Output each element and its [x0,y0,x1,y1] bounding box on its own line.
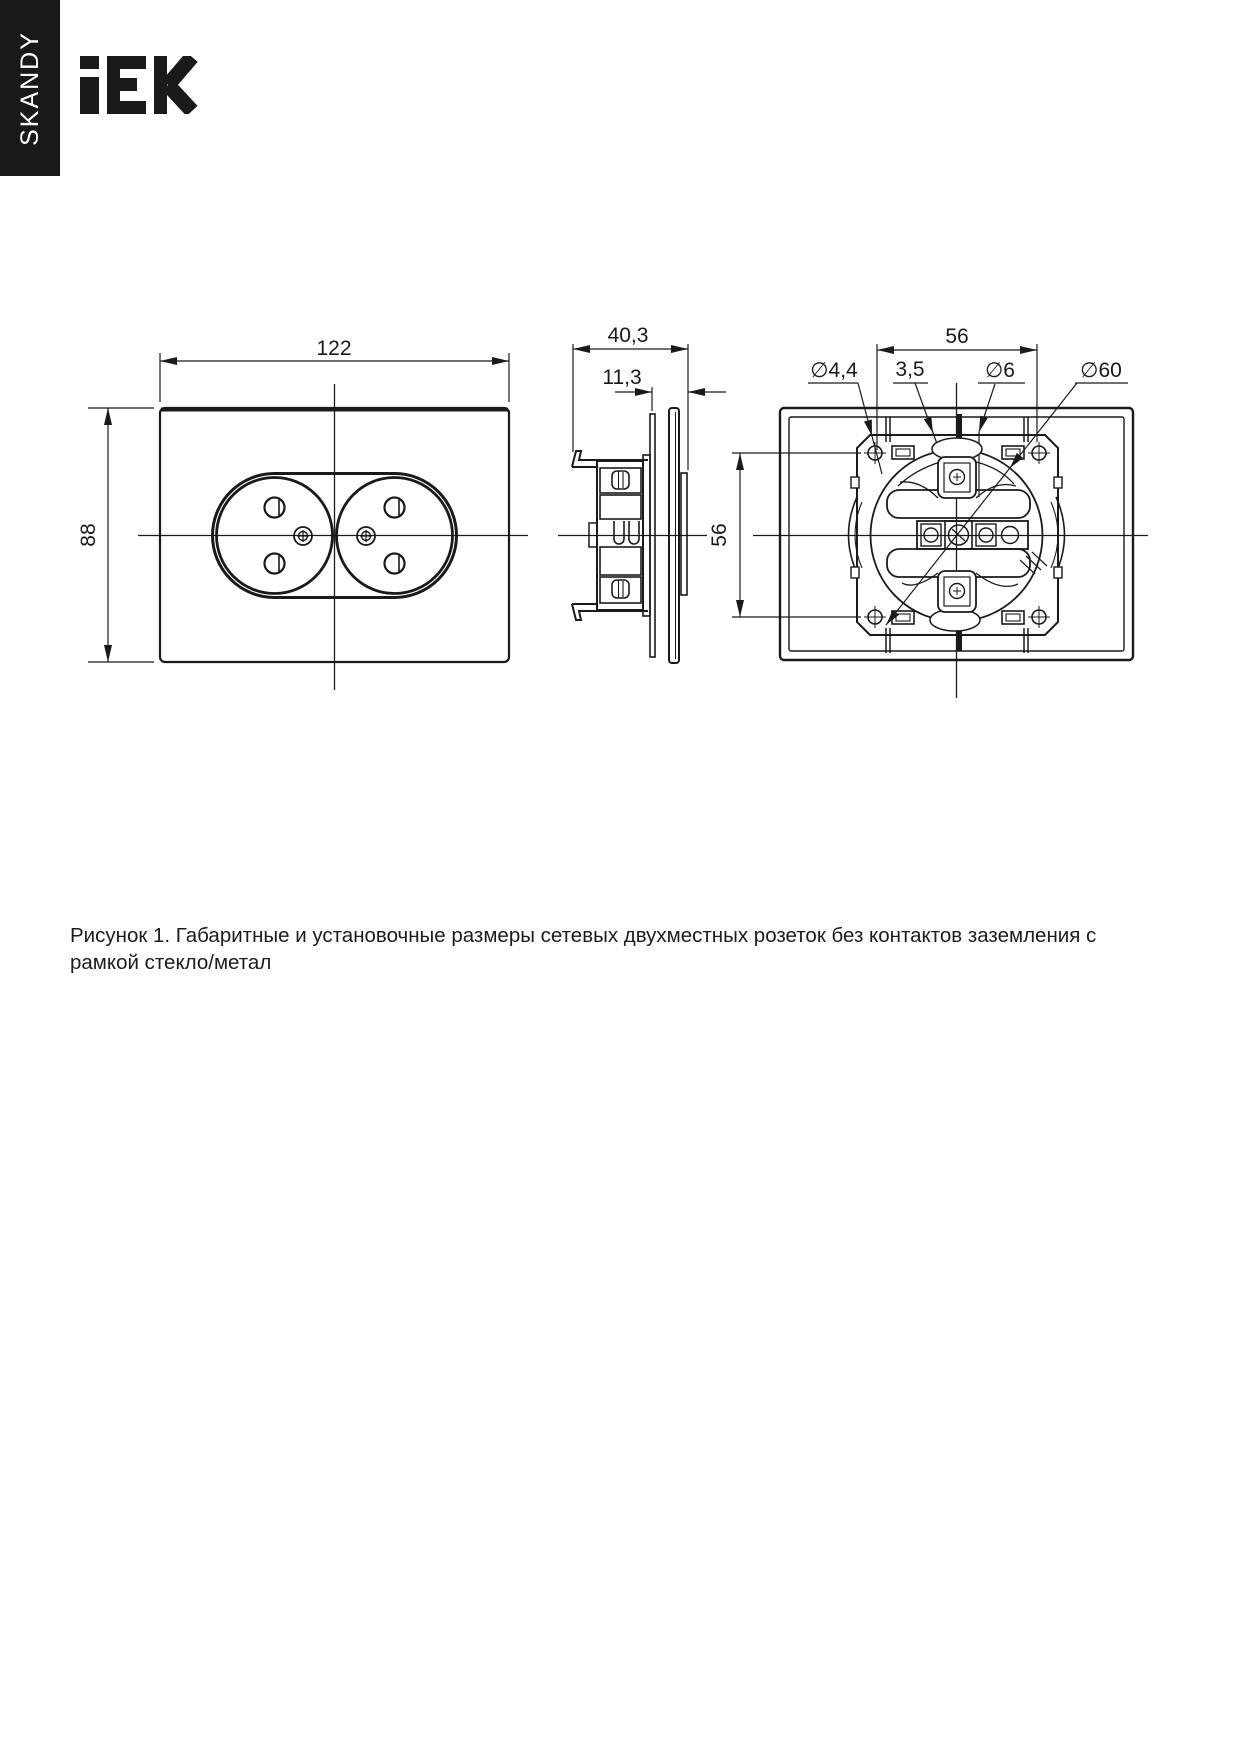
dim-side-front-depth: 11,3 [602,366,642,389]
side-plate [650,408,687,663]
caption-line-2: рамкой стекло/метал [70,951,272,974]
dim-front-width: 122 [316,337,352,360]
arrowhead [1010,453,1023,468]
dim-rear-hole-spacing-v: 56 [708,523,731,547]
arrowhead [688,388,705,396]
series-label: SKANDY [15,30,44,146]
arrowhead [573,345,590,353]
arrowhead [104,408,112,425]
arrowhead [635,388,652,396]
arrowhead [1020,346,1037,354]
arrowhead [877,346,894,354]
arrowhead [736,600,744,617]
arrowhead [864,420,872,437]
dim-front-height: 88 [77,523,100,547]
side-view [558,324,726,663]
caption-line-1: Рисунок 1. Габаритные и установочные размеры сетевых двухместных розеток без контактов заземления с [70,924,1097,947]
dim-rear-hole-spacing-h: 56 [945,325,969,348]
dim-cable-hole-dia: ∅6 [985,359,1015,382]
arrowhead [160,357,177,365]
dim-claw-size: 3,5 [895,358,925,381]
arrowhead [104,645,112,662]
arrowhead [979,416,988,432]
figure-caption [70,922,1190,976]
arrowhead [492,357,509,365]
rear-view [708,325,1148,698]
arrowhead [671,345,688,353]
rear-mechanism [887,438,1047,631]
dim-fixing-hole-dia: ∅4,4 [810,359,858,382]
front-view [77,337,528,690]
arrowhead [924,417,933,433]
dim-box-dia: ∅60 [1080,359,1122,382]
dim-side-depth: 40,3 [607,324,649,347]
arrowhead [736,453,744,470]
